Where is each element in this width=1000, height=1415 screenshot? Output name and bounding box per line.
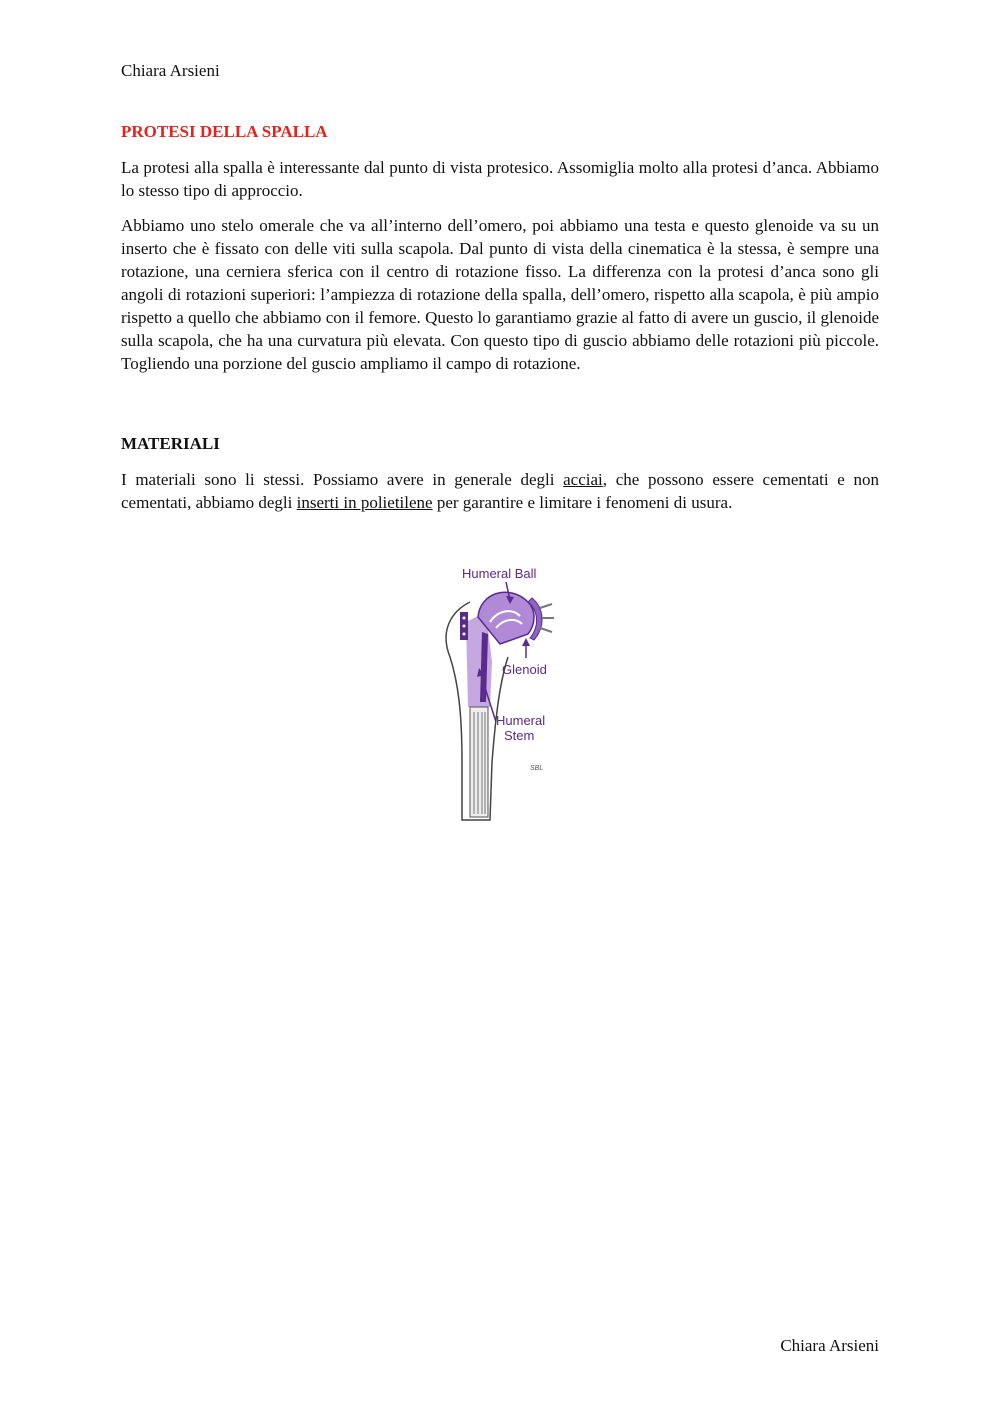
artist-signature: SBL bbox=[530, 765, 544, 772]
label-humeral: Humeral bbox=[496, 713, 546, 728]
materials-text-2: , che possono essere cementati e non cementati, abbiamo degli bbox=[121, 470, 879, 512]
shoulder-prosthesis-figure bbox=[440, 562, 560, 824]
page-footer-author: Chiara Arsieni bbox=[780, 1336, 879, 1355]
paragraph-description: Abbiamo uno stelo omerale che va all’interno dell’omero, poi abbiamo una testa e questo glenoide va su un inserto che è fissato con delle viti sulla scapola. Dal punto di vista della cinematica è la stessa, è sempre una rotazione, una cerniera sferica con il centro di rotazione fisso. La differenza con la protesi d’anca sono gli angoli di rotazioni superiori: l’ampiezza di rotazione della spalla, dell’omero, rispetto alla scapola, è più ampio rispetto a quello che abbiamo con il femore. Questo lo garantiamo grazie al fatto di avere un guscio, il glenoide sulla scapola, che ha una curvatura più elevata. Con questo tipo di guscio abbiamo delle rotazioni più piccole. Togliendo una porzione del guscio ampliamo il campo di rotazione. bbox=[121, 216, 879, 373]
materials-text-1: I materiali sono li stessi. Possiamo avere in generale degli bbox=[121, 470, 564, 489]
paragraph-intro: La protesi alla spalla è interessante dal punto di vista protesico. Assomiglia molto alla protesi d’anca. Abbiamo lo stesso tipo di approccio. bbox=[121, 158, 879, 200]
link-inserti: inserti in polietilene bbox=[296, 493, 433, 512]
page-header-author: Chiara Arsieni bbox=[121, 61, 220, 80]
link-acciai: acciai bbox=[563, 470, 603, 489]
shoulder-prosthesis-illustration bbox=[440, 562, 560, 824]
label-stem: Stem bbox=[504, 728, 535, 743]
section-title-materiali: MATERIALI bbox=[121, 434, 220, 453]
label-humeral-ball: Humeral Ball bbox=[462, 566, 537, 581]
materials-text-3: per garantire e limitare i fenomeni di usura. bbox=[432, 493, 733, 512]
paragraph-materials bbox=[121, 468, 879, 514]
document-body bbox=[121, 122, 879, 526]
label-glenoid: Glenoid bbox=[502, 662, 547, 677]
section-title-protesi: PROTESI DELLA SPALLA bbox=[121, 122, 328, 141]
